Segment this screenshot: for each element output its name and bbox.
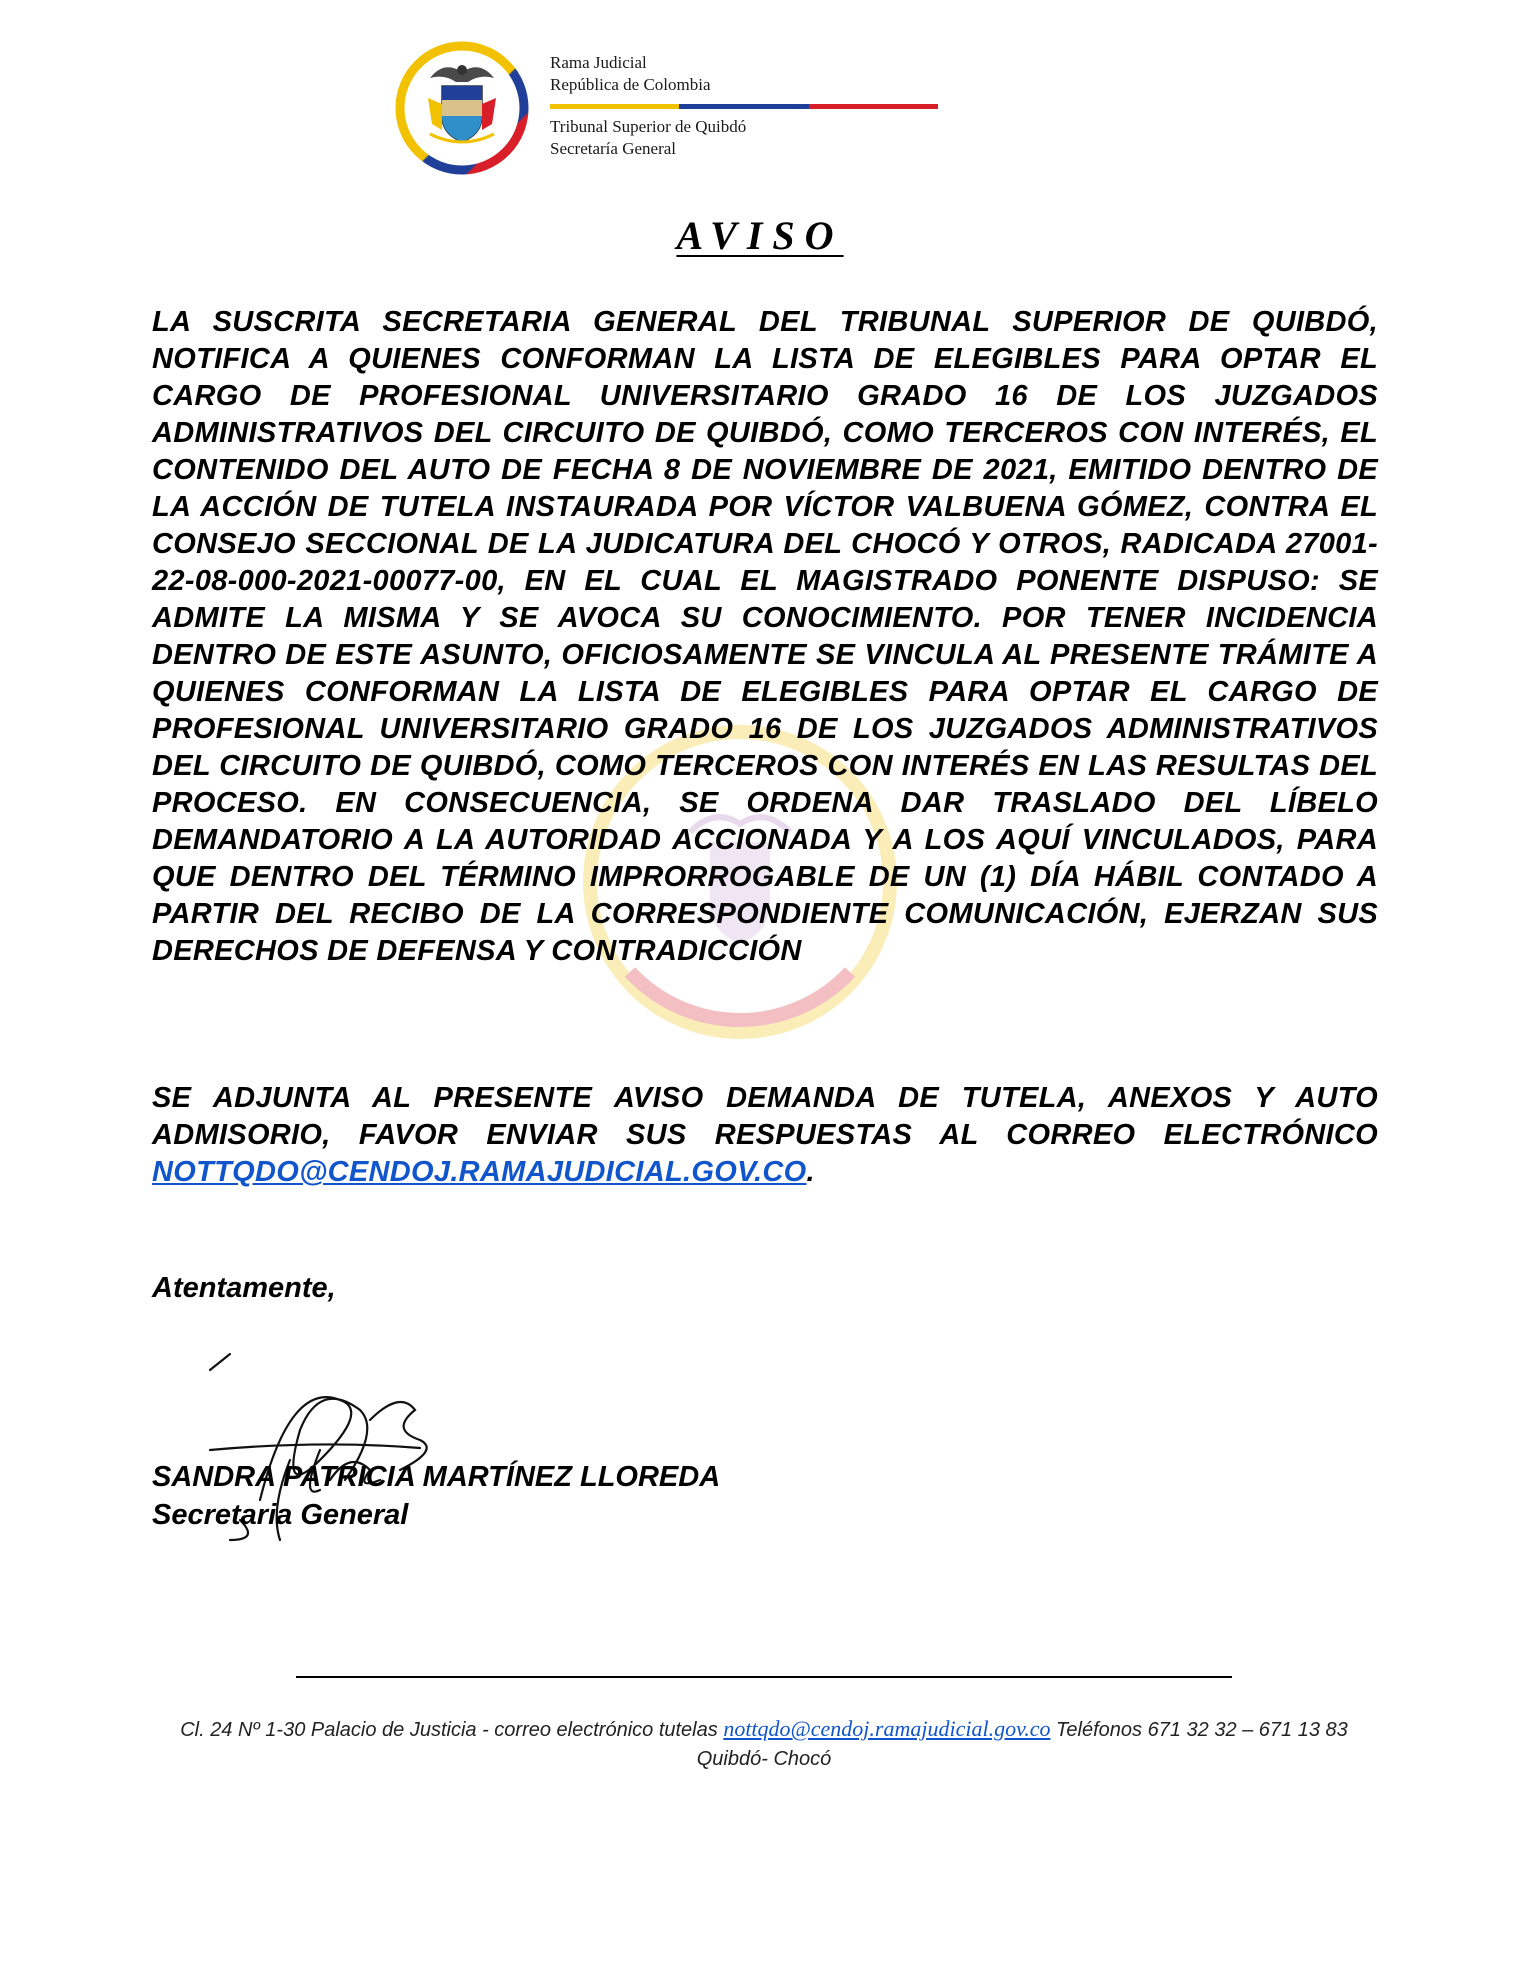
- footer: [150, 1714, 1378, 1774]
- document-title: [0, 212, 1520, 259]
- attachment-end: .: [806, 1156, 815, 1188]
- letterhead: [392, 38, 952, 178]
- footer-address: Cl. 24 Nº 1-30 Palacio de Justicia - correo electrónico tutelas: [180, 1719, 718, 1741]
- attachment-text: SE ADJUNTA AL PRESENTE AVISO DEMANDA DE TUTELA, ANEXOS Y AUTO ADMISORIO, FAVOR ENVIAR SUS RESPUESTAS AL CORREO ELECTRÓNICO: [152, 1082, 1378, 1151]
- signer-position: Secretaria General: [152, 1499, 409, 1531]
- signer-block: [152, 1458, 720, 1534]
- closing-salutation: Atentamente,: [152, 1272, 336, 1304]
- footer-email-link[interactable]: nottqdo@cendoj.ramajudicial.gov.co: [723, 1716, 1051, 1741]
- institution-top: [550, 52, 950, 96]
- coat-of-arms-seal-icon: [392, 38, 532, 178]
- country-name: República de Colombia: [550, 75, 711, 94]
- response-email-link[interactable]: NOTTQDO@CENDOJ.RAMAJUDICIAL.GOV.CO: [152, 1156, 807, 1188]
- footer-divider: [296, 1676, 1232, 1678]
- notice-paragraph: LA SUSCRITA SECRETARIA GENERAL DEL TRIBUNAL SUPERIOR DE QUIBDÓ, NOTIFICA A QUIENES CONFORMAN LA LISTA DE ELEGIBLES PARA OPTAR EL CARGO DE PROFESIONAL UNIVERSITARIO GRADO 16 DE LOS JUZGADOS ADMINISTRATIVOS DEL CIRCUITO DE QUIBDÓ, COMO TERCEROS CON INTERÉS, EL CONTENIDO DEL AUTO DE FECHA 8 DE NOVIEMBRE DE 2021, EMITIDO DENTRO DE LA ACCIÓN DE TUTELA INSTAURADA POR VÍCTOR VALBUENA GÓMEZ, CONTRA EL CONSEJO SECCIONAL DE LA JUDICATURA DEL CHOCÓ Y OTROS, RADICADA 27001-22-08-000-2021-00077-00, EN EL CUAL EL MAGISTRADO PONENTE DISPUSO: SE ADMITE LA MISMA Y SE AVOCA SU CONOCIMIENTO. POR TENER INCIDENCIA DENTRO DE ESTE ASUNTO, OFICIOSAMENTE SE VINCULA AL PRESENTE TRÁMITE A QUIENES CONFORMAN LA LISTA DE ELEGIBLES PARA OPTAR EL CARGO DE PROFESIONAL UNIVERSITARIO GRADO 16 DE LOS JUZGADOS ADMINISTRATIVOS DEL CIRCUITO DE QUIBDÓ, COMO TERCEROS CON INTERÉS EN LAS RESULTAS DEL PROCESO. EN CONSECUENCIA, SE ORDENA DAR TRASLADO DEL LÍBELO DEMANDATORIO A LA AUTORIDAD ACCIONADA Y A LOS AQUÍ VINCULADOS, PARA QUE DENTRO DEL TÉRMINO IMPRORROGABLE DE UN (1) DÍA HÁBIL CONTADO A PARTIR DEL RECIBO DE LA CORRESPONDIENTE COMUNICACIÓN, EJERZAN SUS DERECHOS DE DEFENSA Y CONTRADICCIÓN: [152, 306, 1378, 967]
- footer-city: Quibdó- Chocó: [696, 1748, 832, 1770]
- document-title-text: AVISO: [676, 213, 844, 258]
- attachment-paragraph: [152, 1080, 1378, 1191]
- court-name: Tribunal Superior de Quibdó: [550, 117, 747, 136]
- signer-name: SANDRA PATRICIA MARTÍNEZ LLOREDA: [152, 1461, 721, 1493]
- institution-bottom: [550, 116, 746, 160]
- footer-address-line: [150, 1714, 1378, 1745]
- tricolor-rule: [550, 104, 938, 109]
- footer-phones: Teléfonos 671 32 32 – 671 13 83: [1056, 1719, 1348, 1741]
- office-name: Secretaría General: [550, 139, 676, 158]
- branch-name: Rama Judicial: [550, 53, 647, 72]
